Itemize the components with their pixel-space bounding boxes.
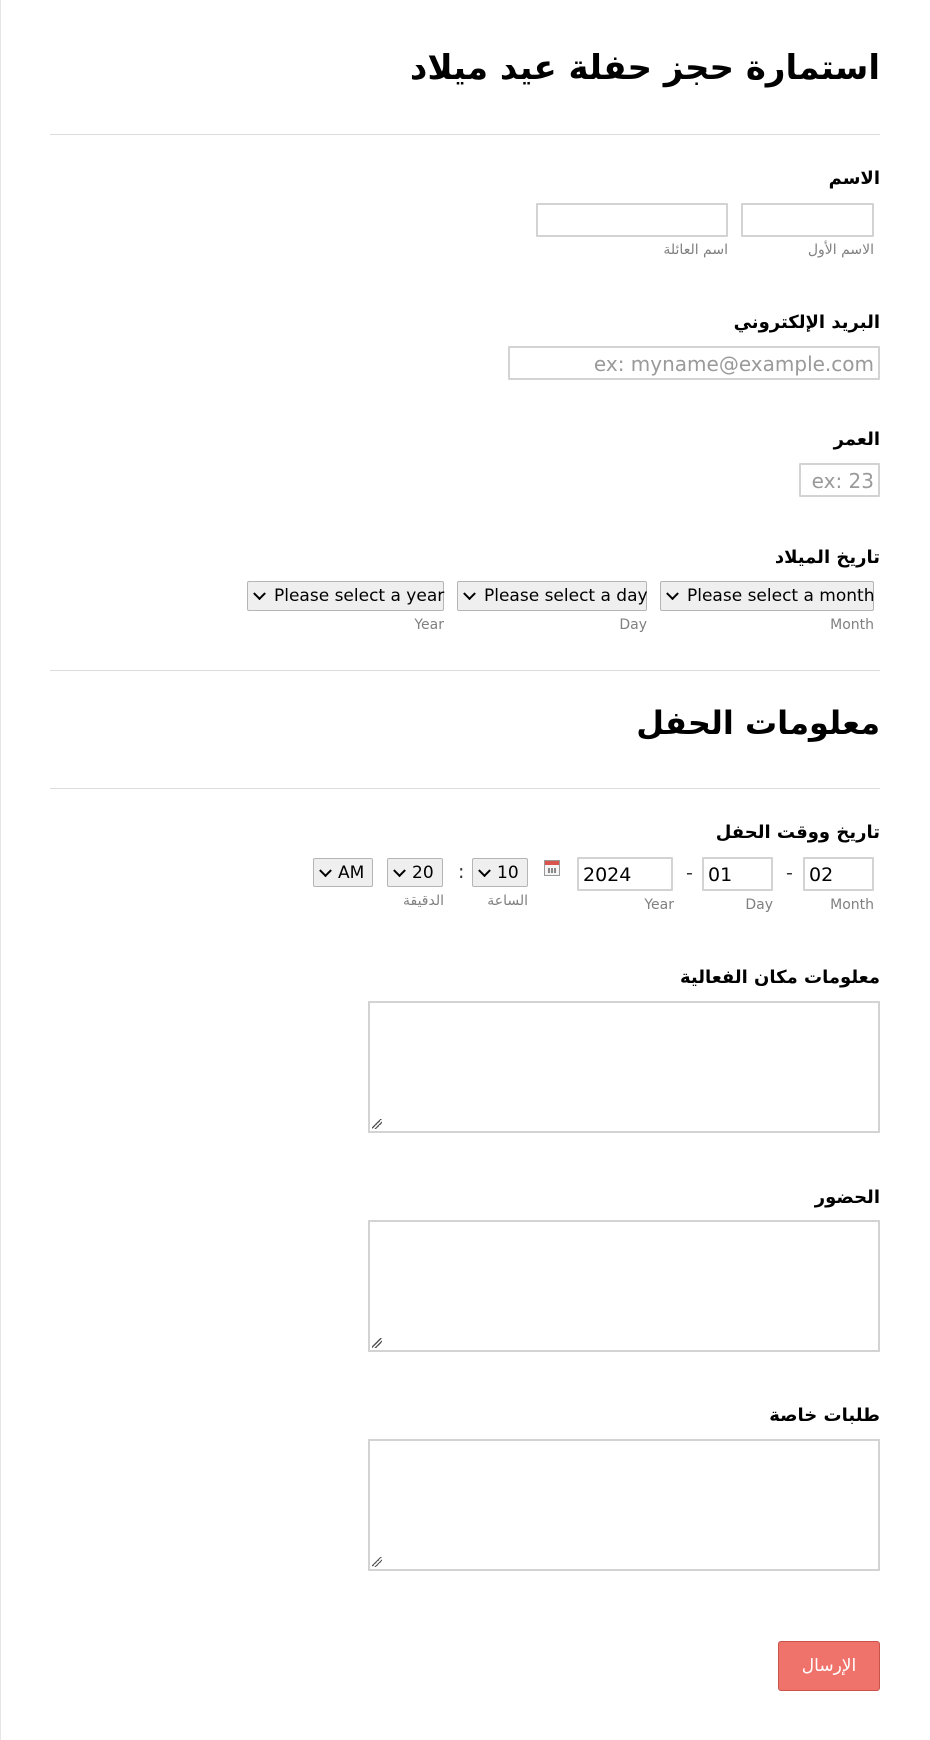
chevron-down-icon: [393, 864, 406, 877]
minute-value: 20: [412, 862, 434, 883]
first-name-sublabel: الاسم الأول: [807, 242, 874, 258]
hour-sublabel: الساعة: [487, 893, 528, 909]
first-name-input[interactable]: [741, 203, 874, 237]
section-divider-bottom: [50, 788, 880, 789]
ampm-select[interactable]: [313, 858, 373, 887]
resize-handle-icon[interactable]: [372, 1557, 382, 1567]
party-datetime-label: تاريخ ووقت الحفل: [715, 822, 880, 843]
minute-sublabel: الدقيقة: [402, 893, 444, 909]
birth-year-sublabel: Year: [414, 617, 444, 633]
form-title: استمارة حجز حفلة عيد ميلاد: [409, 48, 880, 88]
age-placeholder: ex: 23: [811, 469, 874, 493]
birth-day-sublabel: Day: [619, 617, 647, 633]
party-section-title: معلومات الحفل: [636, 704, 880, 742]
chevron-down-icon: [666, 587, 679, 600]
resize-handle-icon[interactable]: [372, 1338, 382, 1348]
email-field[interactable]: [508, 346, 880, 380]
birth-day-select[interactable]: [457, 581, 647, 611]
special-requests-label: طلبات خاصة: [769, 1405, 880, 1426]
minute-select[interactable]: [387, 858, 443, 887]
birthdate-label: تاريخ الميلاد: [774, 547, 880, 568]
title-divider: [50, 134, 880, 135]
attendance-label: الحضور: [814, 1187, 880, 1208]
birth-day-value: Please select a day: [484, 586, 648, 606]
venue-textarea[interactable]: [368, 1001, 880, 1133]
party-year-value: 2024: [583, 864, 632, 886]
resize-handle-icon[interactable]: [372, 1119, 382, 1129]
submit-button[interactable]: الإرسال: [778, 1641, 880, 1691]
party-month-value: 02: [809, 864, 834, 886]
hour-select[interactable]: [472, 858, 528, 887]
birth-month-sublabel: Month: [830, 617, 874, 633]
date-separator: -: [686, 862, 693, 884]
party-year-sublabel: Year: [644, 897, 674, 913]
attendance-textarea[interactable]: [368, 1220, 880, 1352]
ampm-value: AM: [338, 862, 365, 883]
calendar-icon[interactable]: [544, 860, 560, 876]
chevron-down-icon: [463, 587, 476, 600]
last-name-input[interactable]: [536, 203, 728, 237]
age-field[interactable]: [799, 463, 880, 497]
special-requests-textarea[interactable]: [368, 1439, 880, 1571]
email-label: البريد الإلكتروني: [733, 312, 880, 333]
party-day-input[interactable]: [702, 857, 773, 891]
chevron-down-icon: [478, 864, 491, 877]
last-name-sublabel: اسم العائلة: [663, 242, 728, 258]
date-separator: -: [786, 862, 793, 884]
birth-month-value: Please select a month: [687, 586, 875, 606]
hour-value: 10: [497, 862, 519, 883]
birth-year-select[interactable]: [247, 581, 444, 611]
chevron-down-icon: [253, 587, 266, 600]
name-label: الاسم: [828, 168, 880, 189]
party-day-sublabel: Day: [745, 897, 773, 913]
birth-year-value: Please select a year: [274, 586, 445, 606]
birth-month-select[interactable]: [660, 581, 874, 611]
party-year-input[interactable]: [577, 857, 673, 891]
section-divider-top: [50, 670, 880, 671]
venue-label: معلومات مكان الفعالية: [679, 967, 880, 988]
email-placeholder: ex: myname@example.com: [593, 352, 874, 376]
time-colon: :: [458, 861, 465, 883]
party-month-sublabel: Month: [830, 897, 874, 913]
chevron-down-icon: [319, 864, 332, 877]
age-label: العمر: [833, 429, 880, 450]
page-left-border: [0, 0, 1, 1740]
party-day-value: 01: [708, 864, 733, 886]
party-month-input[interactable]: [803, 857, 874, 891]
